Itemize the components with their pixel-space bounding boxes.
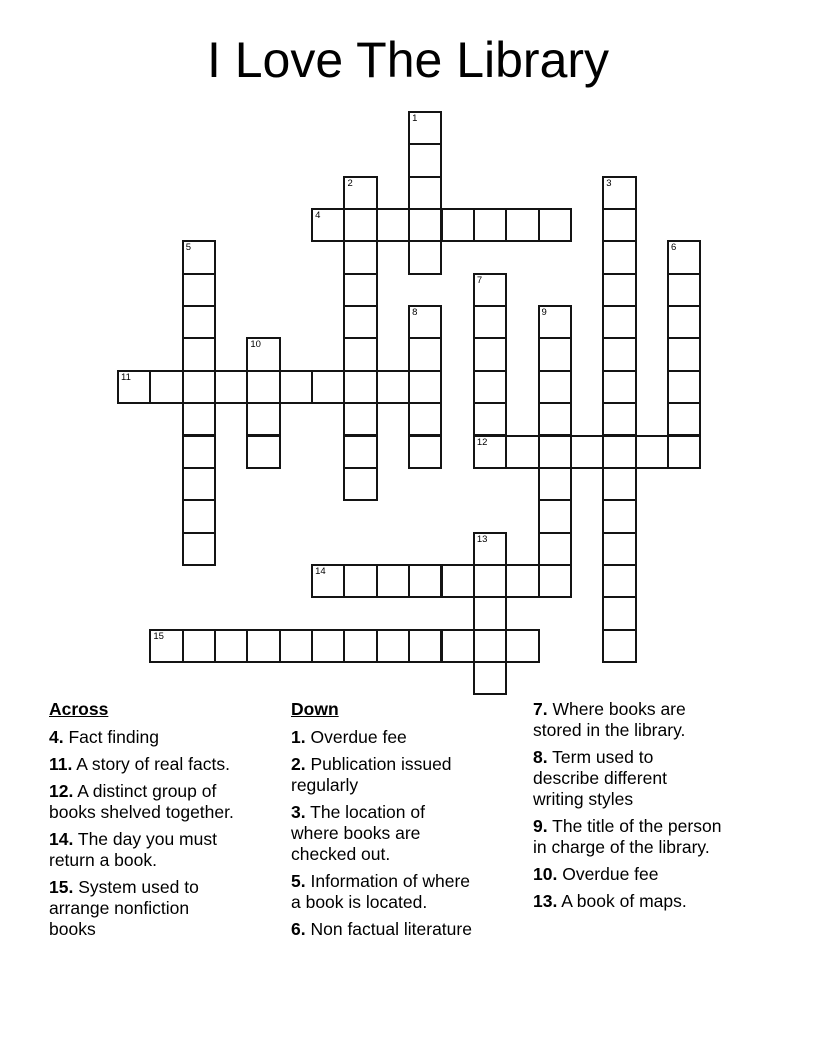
- clue-number: 5.: [291, 871, 306, 891]
- grid-cell[interactable]: [408, 176, 442, 210]
- clue-number: 6.: [291, 919, 306, 939]
- clue-text: Overdue fee: [562, 864, 659, 884]
- grid-cell[interactable]: [246, 435, 280, 469]
- grid-cell[interactable]: [538, 499, 572, 533]
- grid-cell[interactable]: [602, 176, 636, 210]
- clue-text: A distinct group of books shelved together.: [49, 781, 234, 822]
- grid-cell[interactable]: [182, 467, 216, 501]
- grid-cell[interactable]: [667, 337, 701, 371]
- grid-cell[interactable]: [602, 305, 636, 339]
- grid-cell[interactable]: [182, 337, 216, 371]
- cell-number: 6: [670, 242, 677, 254]
- clue-number: 8.: [533, 747, 548, 767]
- cell-number: 11: [121, 371, 131, 383]
- grid-cell[interactable]: [473, 305, 507, 339]
- cell-number: 3: [606, 177, 612, 189]
- grid-cell[interactable]: [473, 661, 507, 695]
- clue-number: 15.: [49, 877, 74, 897]
- clue-item-down-5: [291, 871, 476, 913]
- grid-cell[interactable]: [602, 499, 636, 533]
- clue-text: Information of where a book is located.: [291, 871, 471, 912]
- grid-cell[interactable]: [570, 435, 604, 469]
- cell-number: 8: [412, 307, 418, 319]
- grid-cell[interactable]: [538, 305, 572, 339]
- clue-item-across-15: [49, 877, 239, 940]
- grid-cell[interactable]: [538, 467, 572, 501]
- grid-cell[interactable]: [343, 629, 377, 663]
- grid-cell[interactable]: [279, 370, 313, 404]
- across-header: Across: [49, 699, 109, 719]
- grid-cell[interactable]: [182, 629, 216, 663]
- grid-cell[interactable]: [376, 564, 410, 598]
- clue-text: Fact finding: [68, 727, 159, 747]
- grid-cell[interactable]: [602, 337, 636, 371]
- grid-cell[interactable]: [408, 240, 442, 274]
- grid-cell[interactable]: [602, 402, 636, 436]
- grid-cell[interactable]: [311, 564, 345, 598]
- clue-number: 3.: [291, 802, 306, 822]
- grid-cell[interactable]: [505, 629, 539, 663]
- grid-cell[interactable]: [343, 176, 377, 210]
- clue-text: Publication issued regularly: [291, 754, 452, 795]
- clue-item-down-7: [533, 699, 722, 741]
- grid-cell[interactable]: [473, 273, 507, 307]
- grid-cell[interactable]: [667, 273, 701, 307]
- grid-cell[interactable]: [602, 532, 636, 566]
- grid-cell[interactable]: [182, 305, 216, 339]
- clue-number: 4.: [49, 727, 64, 747]
- clue-text: The day you must return a book.: [49, 829, 217, 870]
- grid-cell[interactable]: [602, 370, 636, 404]
- cell-number: 2: [347, 177, 353, 189]
- grid-cell[interactable]: [149, 370, 183, 404]
- grid-cell[interactable]: [602, 467, 636, 501]
- cell-number: 13: [476, 533, 488, 545]
- grid-cell[interactable]: [538, 337, 572, 371]
- grid-cell[interactable]: [473, 596, 507, 630]
- grid-cell[interactable]: [376, 208, 410, 242]
- grid-cell[interactable]: [505, 564, 539, 598]
- clue-number: 7.: [533, 699, 548, 719]
- clue-text: The location of where books are checked out.: [291, 802, 425, 864]
- grid-cell[interactable]: [538, 532, 572, 566]
- grid-cell[interactable]: [667, 370, 701, 404]
- grid-cell[interactable]: [408, 305, 442, 339]
- grid-cell[interactable]: [667, 402, 701, 436]
- grid-cell[interactable]: [667, 305, 701, 339]
- cell-number: 9: [541, 307, 547, 319]
- clue-number: 13.: [533, 891, 558, 911]
- grid-cell[interactable]: [635, 435, 669, 469]
- clue-text: Where books are stored in the library.: [533, 699, 686, 740]
- clue-item-down-9: [533, 816, 722, 858]
- grid-cell[interactable]: [343, 564, 377, 598]
- clue-text: System used to arrange nonfiction books: [49, 877, 199, 939]
- grid-cell[interactable]: [343, 467, 377, 501]
- clue-item-down-8: [533, 747, 722, 810]
- grid-cell[interactable]: [473, 564, 507, 598]
- grid-cell[interactable]: [538, 564, 572, 598]
- clue-text: Term used to describe different writing styles: [533, 747, 667, 809]
- cell-number: 12: [476, 436, 488, 448]
- grid-cell[interactable]: [473, 402, 507, 436]
- grid-cell[interactable]: [602, 273, 636, 307]
- grid-cell[interactable]: [473, 435, 507, 469]
- grid-cell[interactable]: [182, 435, 216, 469]
- grid-cell[interactable]: [602, 208, 636, 242]
- clue-item-down-10: [533, 864, 722, 885]
- grid-cell[interactable]: [408, 111, 442, 145]
- grid-cell[interactable]: [441, 208, 475, 242]
- grid-cell[interactable]: [343, 305, 377, 339]
- across-clues-column: [49, 699, 239, 946]
- grid-cell[interactable]: [505, 208, 539, 242]
- grid-cell[interactable]: [602, 596, 636, 630]
- clue-item-down-6: [291, 919, 476, 940]
- grid-cell[interactable]: [538, 402, 572, 436]
- grid-cell[interactable]: [182, 532, 216, 566]
- grid-cell[interactable]: [246, 402, 280, 436]
- clue-text: Non factual literature: [310, 919, 472, 939]
- clue-item-down-3: [291, 802, 476, 865]
- clue-number: 11.: [49, 754, 73, 774]
- grid-cell[interactable]: [246, 629, 280, 663]
- grid-cell[interactable]: [408, 337, 442, 371]
- clue-number: 9.: [533, 816, 548, 836]
- clue-text: A book of maps.: [561, 891, 687, 911]
- grid-cell[interactable]: [473, 532, 507, 566]
- grid-cell[interactable]: [505, 435, 539, 469]
- grid-cell[interactable]: [538, 208, 572, 242]
- grid-cell[interactable]: [441, 629, 475, 663]
- grid-cell[interactable]: [408, 208, 442, 242]
- cell-number: 10: [250, 339, 261, 351]
- grid-cell[interactable]: [311, 370, 345, 404]
- down-header: Down: [291, 699, 339, 719]
- puzzle-title: I Love The Library: [206, 32, 610, 88]
- clue-number: 10.: [533, 864, 558, 884]
- grid-cell[interactable]: [408, 370, 442, 404]
- clue-text: A story of real facts.: [76, 754, 230, 774]
- down-clues-column-continued: [533, 699, 722, 918]
- grid-cell[interactable]: [279, 629, 313, 663]
- grid-cell[interactable]: [149, 629, 183, 663]
- grid-cell[interactable]: [408, 629, 442, 663]
- grid-cell[interactable]: [473, 370, 507, 404]
- grid-cell[interactable]: [667, 435, 701, 469]
- clue-item-across-11: [49, 754, 239, 775]
- grid-cell[interactable]: [602, 629, 636, 663]
- grid-cell[interactable]: [408, 143, 442, 177]
- grid-cell[interactable]: [214, 370, 248, 404]
- grid-cell[interactable]: [117, 370, 151, 404]
- grid-cell[interactable]: [473, 337, 507, 371]
- grid-cell[interactable]: [182, 370, 216, 404]
- grid-cell[interactable]: [246, 370, 280, 404]
- grid-cell[interactable]: [343, 273, 377, 307]
- clue-item-across-4: [49, 727, 239, 748]
- grid-cell[interactable]: [311, 208, 345, 242]
- cell-number: 7: [476, 274, 483, 286]
- cell-number: 5: [185, 242, 191, 254]
- grid-cell[interactable]: [602, 435, 636, 469]
- grid-cell[interactable]: [214, 629, 248, 663]
- cell-number: 1: [412, 113, 418, 124]
- grid-cell[interactable]: [408, 402, 442, 436]
- grid-cell[interactable]: [538, 435, 572, 469]
- grid-cell[interactable]: [602, 564, 636, 598]
- grid-cell[interactable]: [602, 240, 636, 274]
- grid-cell[interactable]: [343, 240, 377, 274]
- grid-cell[interactable]: [667, 240, 701, 274]
- clue-item-down-2: [291, 754, 476, 796]
- clue-item-down-13: [533, 891, 722, 912]
- clue-item-across-12: [49, 781, 239, 823]
- clue-text: The title of the person in charge of the library.: [533, 816, 722, 857]
- grid-cell[interactable]: [343, 337, 377, 371]
- down-clues-column: [291, 699, 476, 946]
- cell-number: 15: [153, 630, 164, 642]
- cell-number: 4: [315, 210, 321, 222]
- grid-cell[interactable]: [473, 208, 507, 242]
- grid-cell[interactable]: [473, 629, 507, 663]
- grid-cell[interactable]: [182, 273, 216, 307]
- clue-item-down-1: [291, 727, 476, 748]
- clue-text: Overdue fee: [310, 727, 407, 747]
- grid-cell[interactable]: [343, 402, 377, 436]
- clue-number: 1.: [291, 727, 306, 747]
- grid-cell[interactable]: [343, 370, 377, 404]
- grid-cell[interactable]: [182, 499, 216, 533]
- grid-cell[interactable]: [538, 370, 572, 404]
- grid-cell[interactable]: [408, 564, 442, 598]
- clue-number: 2.: [291, 754, 306, 774]
- grid-cell[interactable]: [441, 564, 475, 598]
- grid-cell[interactable]: [343, 208, 377, 242]
- clue-number: 14.: [49, 829, 74, 849]
- clue-item-across-14: [49, 829, 239, 871]
- grid-cell[interactable]: [376, 370, 410, 404]
- clue-number: 12.: [49, 781, 74, 801]
- grid-cell[interactable]: [408, 435, 442, 469]
- grid-cell[interactable]: [311, 629, 345, 663]
- grid-cell[interactable]: [182, 402, 216, 436]
- grid-cell[interactable]: [343, 435, 377, 469]
- cell-number: 14: [315, 565, 326, 577]
- grid-cell[interactable]: [246, 337, 280, 371]
- grid-cell[interactable]: [376, 629, 410, 663]
- grid-cell[interactable]: [182, 240, 216, 274]
